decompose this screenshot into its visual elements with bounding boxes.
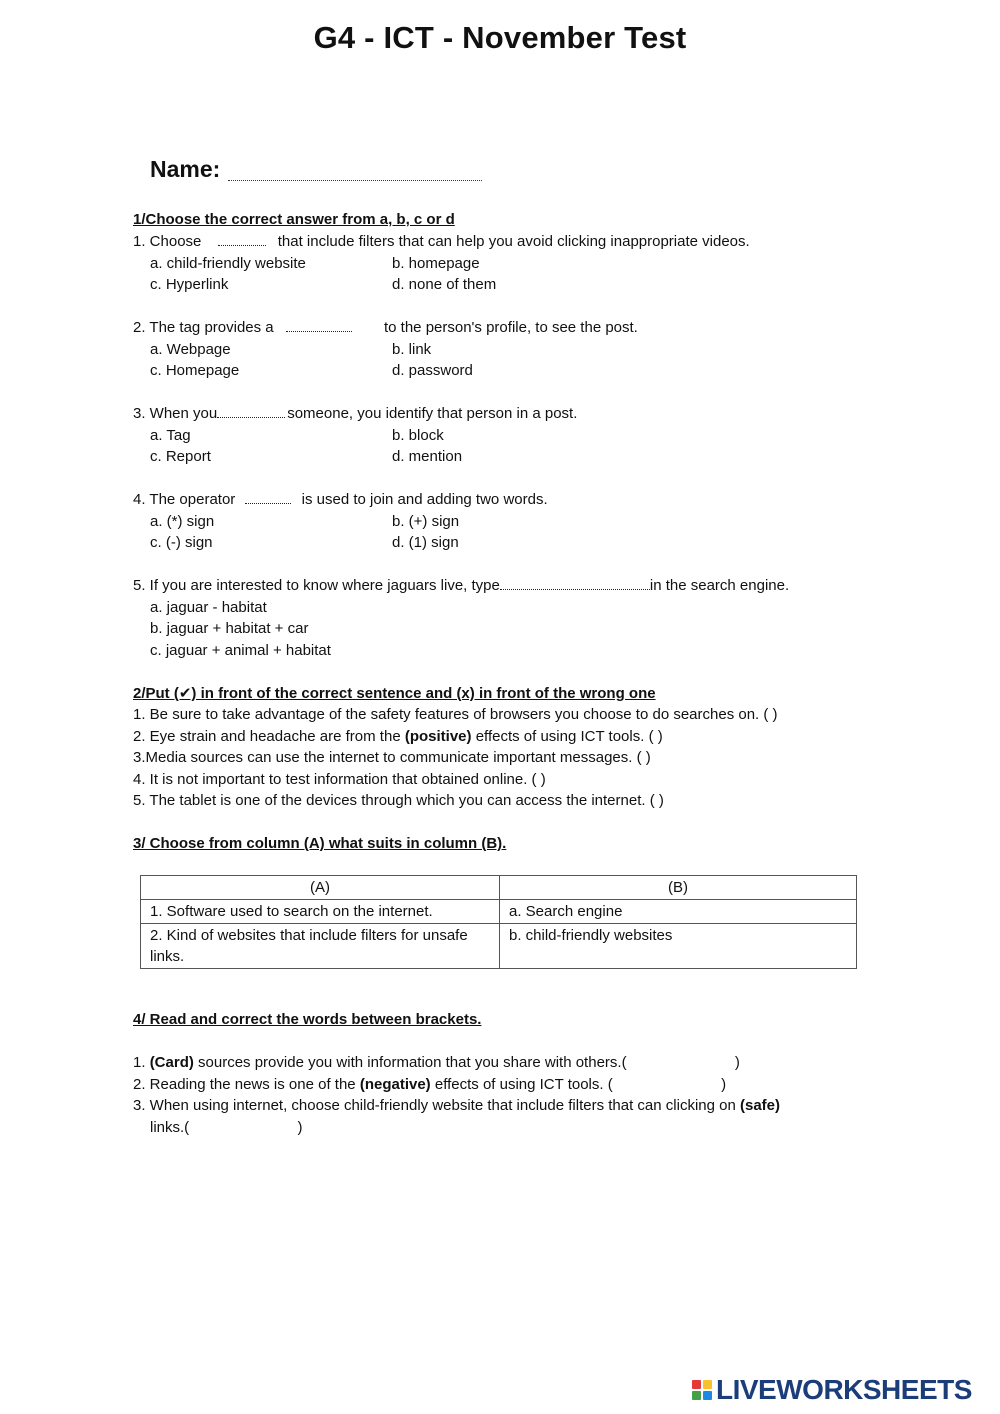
tf-item-2-text: 2. Eye strain and headache are from the — [133, 728, 401, 745]
q1-option-a: a. child-friendly website — [150, 255, 306, 272]
question-4-text: 4. The operator — [133, 491, 236, 508]
correct-item-3-bold: (safe) — [740, 1097, 781, 1114]
table-cell-b: a. Search engine — [500, 900, 857, 924]
name-field[interactable] — [228, 174, 482, 181]
logo-square-yellow — [703, 1380, 712, 1389]
liveworksheets-logo — [692, 1374, 972, 1406]
q1-option-c: c. Hyperlink — [150, 276, 229, 293]
table-header-row — [141, 876, 857, 900]
question-2 — [133, 317, 638, 338]
correct-item-2 — [133, 1074, 726, 1095]
blank-2[interactable] — [286, 319, 352, 332]
tf-item-2 — [133, 726, 663, 747]
q4-option-b: b. (+) sign — [392, 513, 460, 530]
blank-3[interactable] — [217, 405, 285, 418]
section3-heading: 3/ Choose from column (A) what suits in column (B). — [133, 835, 507, 852]
q3-option-b: b. block — [392, 427, 444, 444]
question-3 — [133, 403, 577, 424]
question-4 — [133, 489, 548, 510]
logo-text: LIVEWORKSHEETS — [716, 1374, 972, 1405]
correct-item-3 — [133, 1095, 780, 1116]
blank-5[interactable] — [500, 577, 650, 590]
question-1-text-end: that include filters that can help you avoid clicking inappropriate videos. — [277, 233, 750, 250]
correct-item-1-rest: sources provide you with information that you share with others.( ) — [193, 1054, 740, 1071]
column-b-header: (B) — [500, 876, 857, 900]
name-label: Name: — [150, 156, 221, 182]
logo-icon — [692, 1380, 712, 1400]
tf-item-5: 5. The tablet is one of the devices through which you can access the internet. ( ) — [133, 792, 664, 809]
table-cell-a: 2. Kind of websites that include filters for unsafe links. — [141, 924, 500, 969]
question-2-text-end: to the person's profile, to see the post. — [384, 319, 638, 336]
tf-item-2-rest: effects of using ICT tools. ( ) — [471, 728, 663, 745]
page-title: G4 - ICT - November Test — [313, 20, 687, 55]
q2-option-b: b. link — [392, 341, 432, 358]
blank-4[interactable] — [245, 491, 291, 504]
tf-item-4: 4. It is not important to test information that obtained online. ( ) — [133, 771, 546, 788]
matching-table — [140, 875, 857, 969]
logo-square-blue — [703, 1391, 712, 1400]
correct-item-2-rest: effects of using ICT tools. ( ) — [430, 1076, 727, 1093]
q1-option-d: d. none of them — [392, 276, 497, 293]
tf-item-1: 1. Be sure to take advantage of the safety features of browsers you choose to do searches on. ( ) — [133, 706, 778, 723]
q4-option-c: c. (-) sign — [150, 534, 213, 551]
q4-option-d: d. (1) sign — [392, 534, 459, 551]
q3-option-d: d. mention — [392, 448, 463, 465]
section1-heading: 1/Choose the correct answer from a, b, c or d — [133, 211, 455, 228]
q3-option-c: c. Report — [150, 448, 211, 465]
table-row — [141, 924, 857, 969]
q1-option-b: b. homepage — [392, 255, 480, 272]
tf-item-3: 3.Media sources can use the internet to communicate important messages. ( ) — [133, 749, 651, 766]
blank-1[interactable] — [218, 233, 266, 246]
table-cell-b: b. child-friendly websites — [500, 924, 857, 969]
question-5 — [133, 575, 789, 596]
q3-option-a: a. Tag — [150, 427, 191, 444]
tf-item-2-bold: (positive) — [404, 728, 472, 745]
question-3-text: 3. When you — [133, 405, 218, 422]
question-5-text: 5. If you are interested to know where jaguars live, type — [133, 577, 500, 594]
section2-heading: 2/Put (✔) in front of the correct sentence and (x) in front of the wrong one — [133, 685, 656, 702]
q2-option-a: a. Webpage — [150, 341, 231, 358]
logo-square-green — [692, 1391, 701, 1400]
q5-option-c: c. jaguar + animal + habitat — [150, 642, 331, 659]
q2-option-d: d. password — [392, 362, 473, 379]
q5-option-b: b. jaguar + habitat + car — [150, 620, 309, 637]
section4-heading: 4/ Read and correct the words between brackets. — [133, 1011, 482, 1028]
correct-item-3-text: 3. When using internet, choose child-friendly website that include filters that can clicking on — [133, 1097, 740, 1114]
q5-option-a: a. jaguar - habitat — [150, 599, 267, 616]
table-row — [141, 900, 857, 924]
question-4-text-end: is used to join and adding two words. — [301, 491, 548, 508]
column-a-header: (A) — [141, 876, 500, 900]
correct-item-2-text: 2. Reading the news is one of the — [133, 1076, 360, 1093]
correct-item-1-num: 1. — [133, 1054, 150, 1071]
q2-option-c: c. Homepage — [150, 362, 240, 379]
question-1 — [133, 231, 750, 252]
question-5-text-end: in the search engine. — [649, 577, 790, 594]
q4-option-a: a. (*) sign — [150, 513, 215, 530]
question-2-text: 2. The tag provides a — [133, 319, 274, 336]
correct-item-3-line2: links.( ) — [150, 1119, 303, 1136]
question-1-text: 1. Choose — [133, 233, 202, 250]
table-cell-a: 1. Software used to search on the internet. — [141, 900, 500, 924]
correct-item-2-bold: (negative) — [359, 1076, 431, 1093]
logo-square-red — [692, 1380, 701, 1389]
correct-item-1 — [133, 1052, 740, 1073]
name-row — [150, 156, 482, 183]
correct-item-1-bold: (Card) — [149, 1054, 194, 1071]
question-3-text-end: someone, you identify that person in a post. — [287, 405, 578, 422]
